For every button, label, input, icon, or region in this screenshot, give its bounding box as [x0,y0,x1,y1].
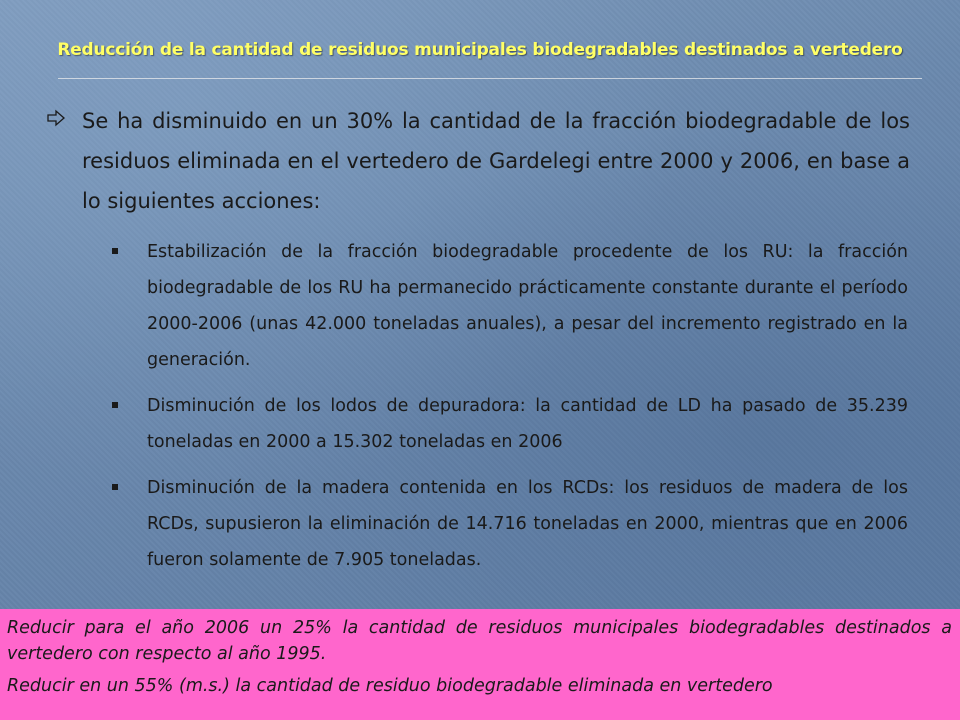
main-bullet [45,101,910,221]
sub-bullet-stabilization [112,234,908,378]
sub-bullet-text: Estabilización de la fracción biodegradable procedente de los RU: la fracción biodegradable de los RU ha permanecido prácticamente constante durante el período 2000-2006 (unas 42.000 toneladas anuales), a pesar del incremento registrado en la generación. [147,242,908,370]
square-bullet-icon [112,248,118,254]
objectives-box [0,609,960,720]
sub-bullet-sludge [112,388,908,460]
sub-bullet-wood [112,470,908,578]
objective-2006: Reducir para el año 2006 un 25% la cantidad de residuos municipales biodegradables destinados a vertedero con respecto al año 1995. [7,618,952,664]
main-bullet-text: Se ha disminuido en un 30% la cantidad de la fracción biodegradable de los residuos eliminada en el vertedero de Gardelegi entre 2000 y 2006, en base a lo siguientes acciones: [82,109,910,213]
sub-bullet-text: Disminución de los lodos de depuradora: la cantidad de LD ha pasado de 35.239 toneladas en 2000 a 15.302 toneladas en 2006 [147,396,908,452]
slide-title: Reducción de la cantidad de residuos municipales biodegradables destinados a vertedero [57,40,903,60]
square-bullet-icon [112,484,118,490]
square-bullet-icon [112,402,118,408]
objective-55-percent: Reducir en un 55% (m.s.) la cantidad de residuo biodegradable eliminada en vertedero [7,676,773,696]
title-divider [58,78,922,79]
sub-bullet-text: Disminución de la madera contenida en los RCDs: los residuos de madera de los RCDs, supusieron la eliminación de 14.716 toneladas en 2000, mientras que en 2006 fueron solamente de 7.905 toneladas. [147,478,908,570]
hollow-arrow-right-icon [45,107,67,129]
